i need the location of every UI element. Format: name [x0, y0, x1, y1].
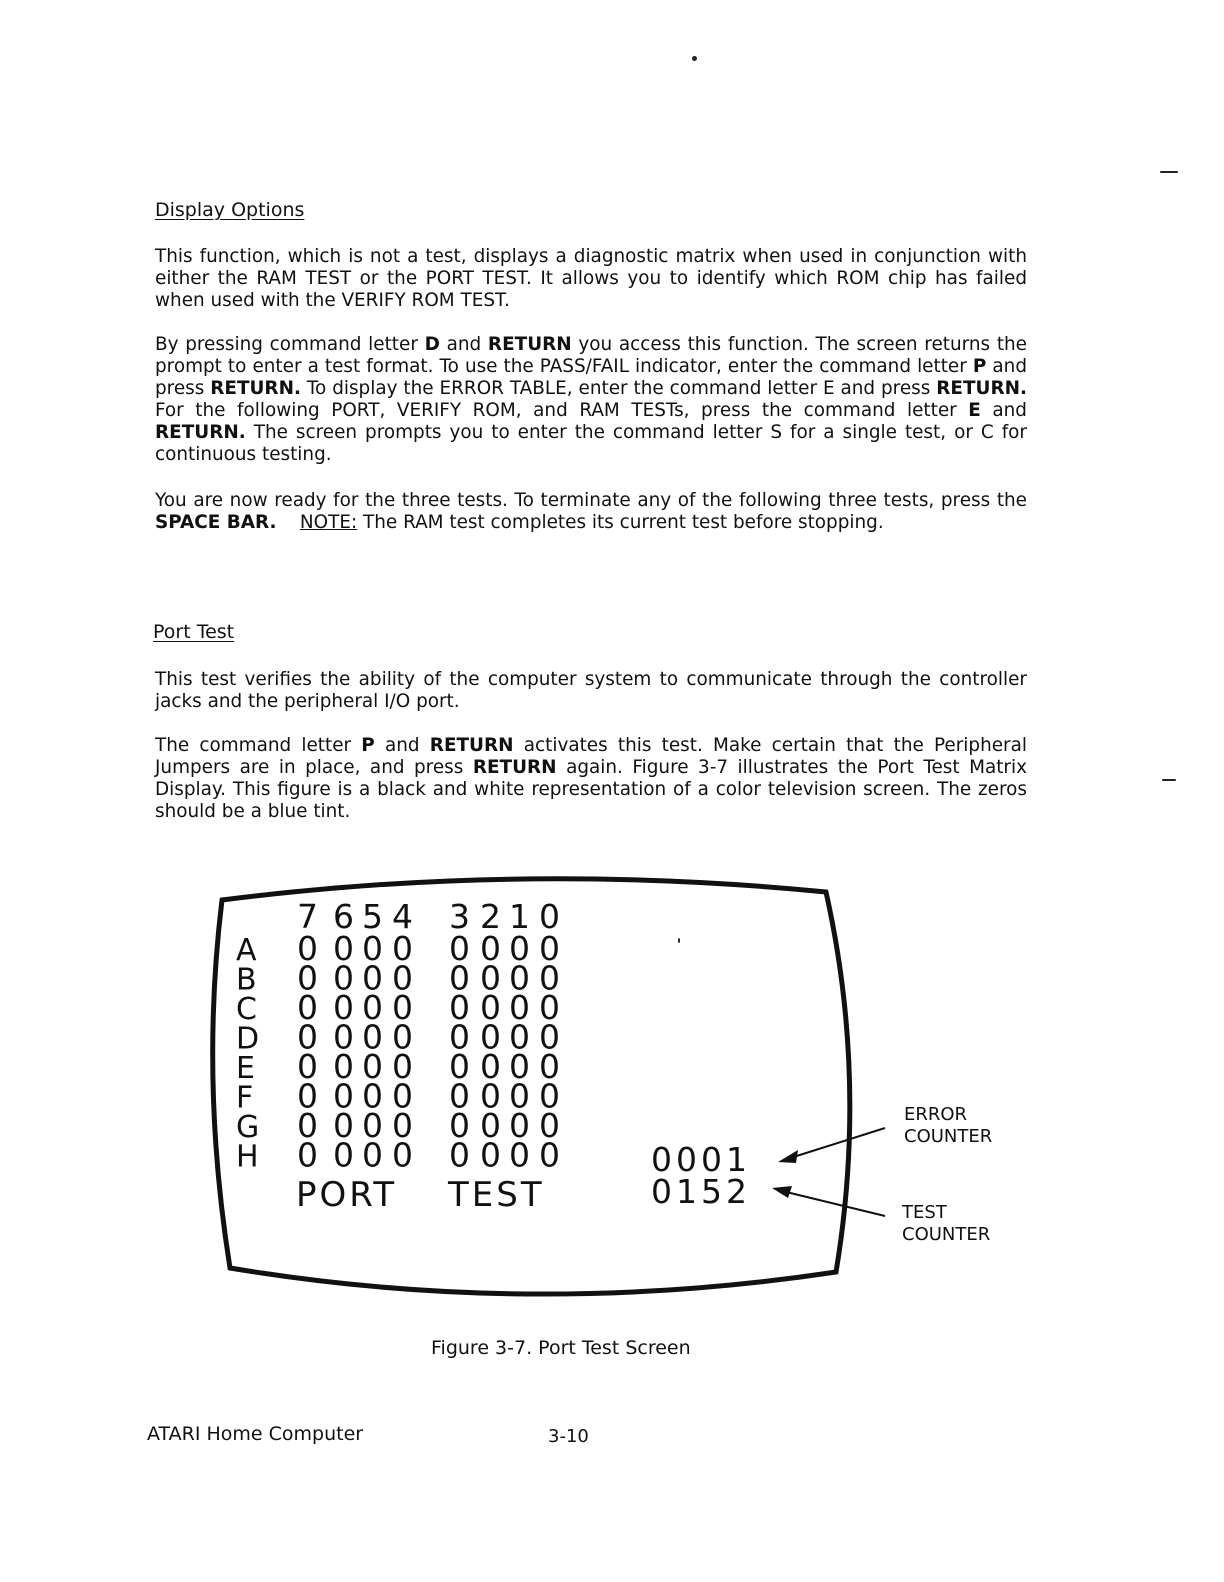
scan-speck — [1162, 779, 1176, 781]
matrix-cell: 0 — [539, 988, 560, 1027]
matrix-cell: 0 — [480, 1017, 501, 1057]
command-letter-p: P — [361, 735, 375, 756]
text-run: and press — [155, 356, 1027, 399]
command-letter-p: P — [972, 356, 987, 377]
bit-header-3: 3 — [449, 897, 470, 936]
matrix-cell: 0 — [297, 958, 318, 998]
matrix-cell: 0 — [449, 988, 470, 1027]
matrix-cell: 0 — [480, 1076, 501, 1116]
return-key-text: RETURN. — [210, 378, 301, 399]
text-run: you access this function. The screen returns the prompt to enter a test format. To use the PASS/FAIL indicator, enter the command letter — [155, 334, 1027, 377]
matrix-cell: 0 — [297, 1047, 318, 1086]
row-label-f: F — [236, 1080, 254, 1116]
matrix-cell: 0 — [297, 1106, 318, 1145]
matrix-cell: 0 — [449, 1076, 470, 1116]
bit-header-5: 5 — [362, 897, 383, 936]
bit-header-1: 1 — [509, 897, 530, 936]
row-label-a: A — [236, 933, 257, 968]
matrix-cell: 0 — [539, 1076, 560, 1116]
matrix-cell: 0 — [539, 958, 560, 998]
matrix-cell: 0 — [392, 1017, 413, 1057]
bit-header-6: 6 — [333, 897, 354, 936]
matrix-cell: 0 — [509, 988, 530, 1027]
test-label: TEST — [448, 1175, 545, 1215]
error-counter-arrowhead — [778, 1150, 798, 1163]
matrix-cell: 0 — [449, 1135, 470, 1175]
matrix-cell: 0 — [333, 1076, 354, 1116]
scan-speck — [678, 938, 680, 943]
matrix-cell: 0 — [509, 1135, 530, 1175]
matrix-cell: 0 — [333, 1106, 354, 1145]
error-counter-arrow — [784, 1128, 885, 1160]
matrix-cell: 0 — [392, 1106, 413, 1145]
return-key-text: RETURN. — [936, 378, 1027, 399]
matrix-cell: 0 — [392, 1047, 413, 1086]
matrix-cell: 0 — [362, 1076, 383, 1116]
matrix-cell: 0 — [333, 1017, 354, 1057]
port-test-heading: Port Test — [153, 621, 235, 643]
scan-speck — [1160, 171, 1178, 173]
scan-speck — [692, 56, 697, 61]
matrix-cell: 0 — [333, 988, 354, 1027]
matrix-cell: 0 — [362, 1106, 383, 1145]
page-number: 3-10 — [548, 1426, 589, 1447]
text-run: You are now ready for the three tests. To terminate any of the following three tests, press the — [155, 490, 1027, 511]
text-run: and — [980, 400, 1027, 421]
text-run: By pressing command letter — [155, 334, 425, 355]
row-label-c: C — [236, 992, 257, 1027]
matrix-cell: 0 — [449, 1106, 470, 1145]
text-run: The screen prompts you to enter the command letter S for a single test, or C for continuous testing. — [155, 422, 1027, 465]
matrix-cell: 0 — [362, 1135, 383, 1175]
test-counter-arrow — [778, 1190, 885, 1216]
matrix-cell: 0 — [333, 929, 354, 968]
bit-header-0: 0 — [539, 897, 560, 936]
text-run: and — [439, 334, 488, 355]
matrix-cell: 0 — [480, 1047, 501, 1086]
matrix-cell: 0 — [449, 958, 470, 998]
row-label-e: E — [236, 1051, 255, 1086]
test-counter-value: 0152 — [651, 1172, 751, 1211]
error-counter-value: 0001 — [651, 1140, 751, 1179]
matrix-cell: 0 — [297, 1076, 318, 1116]
matrix-cell: 0 — [362, 958, 383, 998]
matrix-cell: 0 — [449, 929, 470, 968]
matrix-cell: 0 — [392, 988, 413, 1027]
matrix-cell: 0 — [297, 1135, 318, 1175]
command-letter-d: D — [424, 334, 440, 355]
row-label-g: G — [236, 1110, 260, 1145]
text-run: To display the ERROR TABLE, enter the command letter E and press — [300, 378, 937, 399]
figure-caption: Figure 3-7. Port Test Screen — [431, 1337, 691, 1359]
matrix-cell: 0 — [449, 1047, 470, 1086]
matrix-cell: 0 — [297, 1017, 318, 1057]
matrix-cell: 0 — [392, 1076, 413, 1116]
row-label-d: D — [236, 1021, 260, 1057]
matrix-cell: 0 — [333, 1047, 354, 1086]
return-key-text: RETURN — [487, 334, 572, 355]
display-options-paragraph-1: This function, which is not a test, displays a diagnostic matrix when used in conjunction with either the RAM TEST or the PORT TEST. It allows you to identify which ROM chip has failed when used with the VERIFY ROM TEST. — [155, 246, 1027, 311]
matrix-cell: 0 — [509, 1106, 530, 1145]
port-test-paragraph-1: This test verifies the ability of the computer system to communicate through the controller jacks and the peripheral I/O port. — [155, 669, 1027, 712]
matrix-cell: 0 — [509, 1076, 530, 1116]
matrix-cell: 0 — [333, 958, 354, 998]
matrix-cell: 0 — [392, 1135, 413, 1175]
error-counter-callout: ERROR COUNTER — [904, 1104, 993, 1147]
matrix-cell: 0 — [480, 958, 501, 998]
test-counter-arrowhead — [772, 1186, 792, 1198]
matrix-cell: 0 — [480, 988, 501, 1027]
text-run: For the following PORT, VERIFY ROM, and RAM TESTs, press the command letter — [155, 400, 969, 421]
matrix-cell: 0 — [509, 929, 530, 968]
matrix-cell: 0 — [362, 1017, 383, 1057]
matrix-cell: 0 — [509, 958, 530, 998]
text-run: The command letter — [155, 735, 362, 756]
bit-header-4: 4 — [392, 897, 413, 936]
command-letter-e: E — [968, 400, 981, 421]
return-key-text: RETURN — [429, 735, 514, 756]
return-key-text: RETURN — [472, 757, 557, 778]
matrix-cell: 0 — [362, 929, 383, 968]
matrix-cell: 0 — [539, 1047, 560, 1086]
bit-header-7: 7 — [297, 897, 318, 936]
matrix-cell: 0 — [509, 1047, 530, 1086]
text-run: and — [374, 735, 430, 756]
return-key-text: RETURN. — [155, 422, 246, 443]
matrix-cell: 0 — [539, 1135, 560, 1175]
bit-header-2: 2 — [480, 897, 501, 936]
space-bar-text: SPACE BAR. — [155, 512, 277, 533]
matrix-cell: 0 — [333, 1135, 354, 1175]
matrix-cell: 0 — [539, 1106, 560, 1145]
matrix-cell: 0 — [297, 929, 318, 968]
matrix-cell: 0 — [362, 988, 383, 1027]
note-label: NOTE: — [299, 512, 358, 533]
matrix-cell: 0 — [449, 1017, 470, 1057]
footer-title: ATARI Home Computer — [147, 1423, 364, 1445]
matrix-cell: 0 — [480, 1135, 501, 1175]
matrix-cell: 0 — [362, 1047, 383, 1086]
port-label: PORT — [296, 1175, 398, 1215]
matrix-cell: 0 — [480, 929, 501, 968]
matrix-cell: 0 — [509, 1017, 530, 1057]
test-counter-callout: TEST COUNTER — [902, 1202, 991, 1245]
matrix-cell: 0 — [539, 929, 560, 968]
matrix-cell: 0 — [480, 1106, 501, 1145]
text-run: again. Figure 3-7 illustrates the Port Test Matrix Display. This figure is a black and white representation of a color television screen. The zeros should be a blue tint. — [155, 757, 1027, 822]
matrix-cell: 0 — [539, 1017, 560, 1057]
row-label-b: B — [236, 962, 257, 998]
matrix-cell: 0 — [297, 988, 318, 1027]
row-label-h: H — [236, 1139, 259, 1175]
text-run: The RAM test completes its current test before stopping. — [357, 512, 884, 533]
text-run: activates this test. Make certain that the Peripheral Jumpers are in place, and press — [155, 735, 1027, 778]
matrix-cell: 0 — [392, 958, 413, 998]
display-options-heading: Display Options — [155, 199, 305, 221]
matrix-cell: 0 — [392, 929, 413, 968]
